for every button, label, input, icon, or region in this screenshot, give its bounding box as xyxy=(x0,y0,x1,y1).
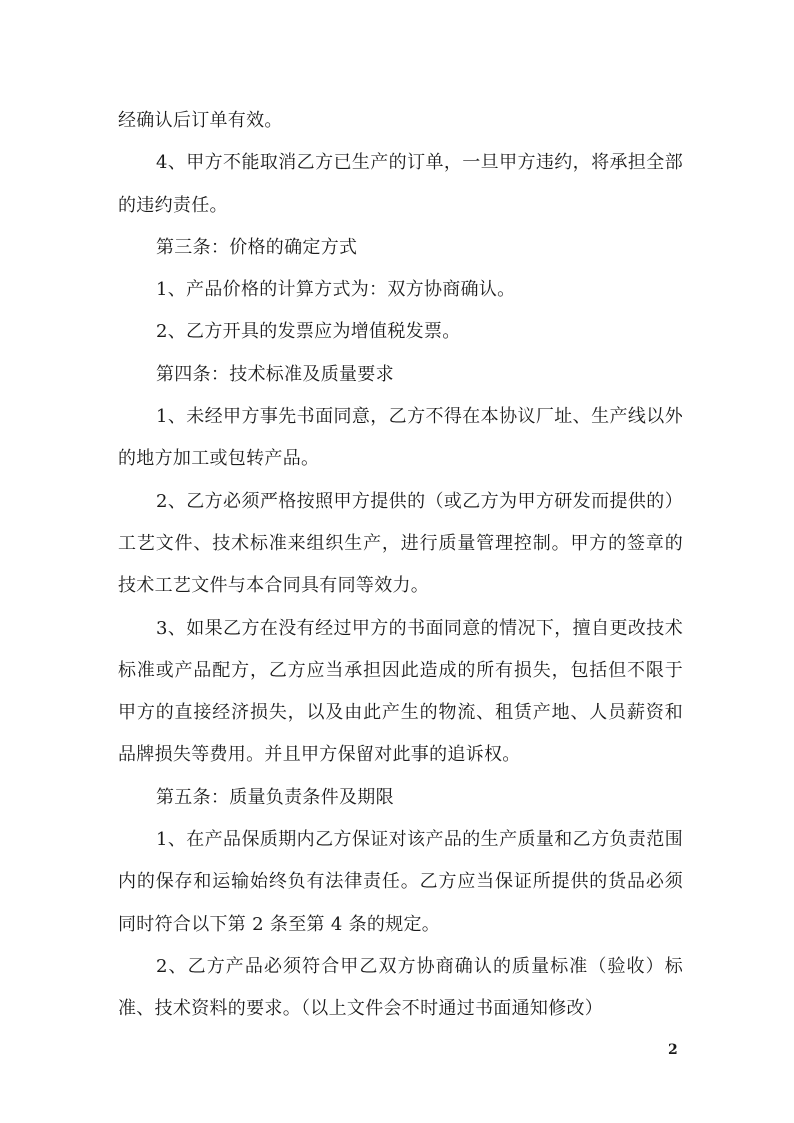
paragraph-production-location: 1、未经甲方事先书面同意，乙方不得在本协议厂址、生产线以外的地方加工或包转产品。 xyxy=(118,406,683,470)
document-body xyxy=(118,100,683,1031)
section-heading-article-3: 第三条：价格的确定方式 xyxy=(156,236,358,258)
page-number: 2 xyxy=(668,1042,678,1058)
section-heading-article-4: 第四条：技术标准及质量要求 xyxy=(156,363,394,385)
paragraph-price-calculation: 1、产品价格的计算方式为：双方协商确认。 xyxy=(156,279,516,301)
paragraph-quality-standards: 2、乙方产品必须符合甲乙双方协商确认的质量标准（验收）标准、技术资料的要求。（以上文件会不时通过书面通知修改） xyxy=(118,955,683,1020)
paragraph-order-cancellation: 4、甲方不能取消乙方已生产的订单，一旦甲方违约，将承担全部的违约责任。 xyxy=(118,152,683,216)
section-heading-article-5: 第五条：质量负责条件及期限 xyxy=(156,786,394,808)
paragraph-order-confirmation-tail: 经确认后订单有效。 xyxy=(118,110,283,131)
paragraph-technical-standards: 2、乙方必须严格按照甲方提供的（或乙方为甲方研发而提供的）工艺文件、技术标准来组织生产，进行质量管理控制。甲方的签章的技术工艺文件与本合同具有同等效力。 xyxy=(118,490,683,597)
paragraph-unauthorized-changes: 3、如果乙方在没有经过甲方的书面同意的情况下，擅自更改技术标准或产品配方，乙方应当承担因此造成的所有损失，包括但不限于甲方的直接经济损失，以及由此产生的物流、租赁产地、人员薪资和品牌损失等费用。并且甲方保留对此事的追诉权。 xyxy=(118,617,683,766)
paragraph-quality-responsibility: 1、在产品保质期内乙方保证对该产品的生产质量和乙方负责范围内的保存和运输始终负有法律责任。乙方应当保证所提供的货品必须同时符合以下第 2 条至第 4 条的规定。 xyxy=(118,829,683,935)
paragraph-invoice-type: 2、乙方开具的发票应为增值税发票。 xyxy=(156,321,461,343)
